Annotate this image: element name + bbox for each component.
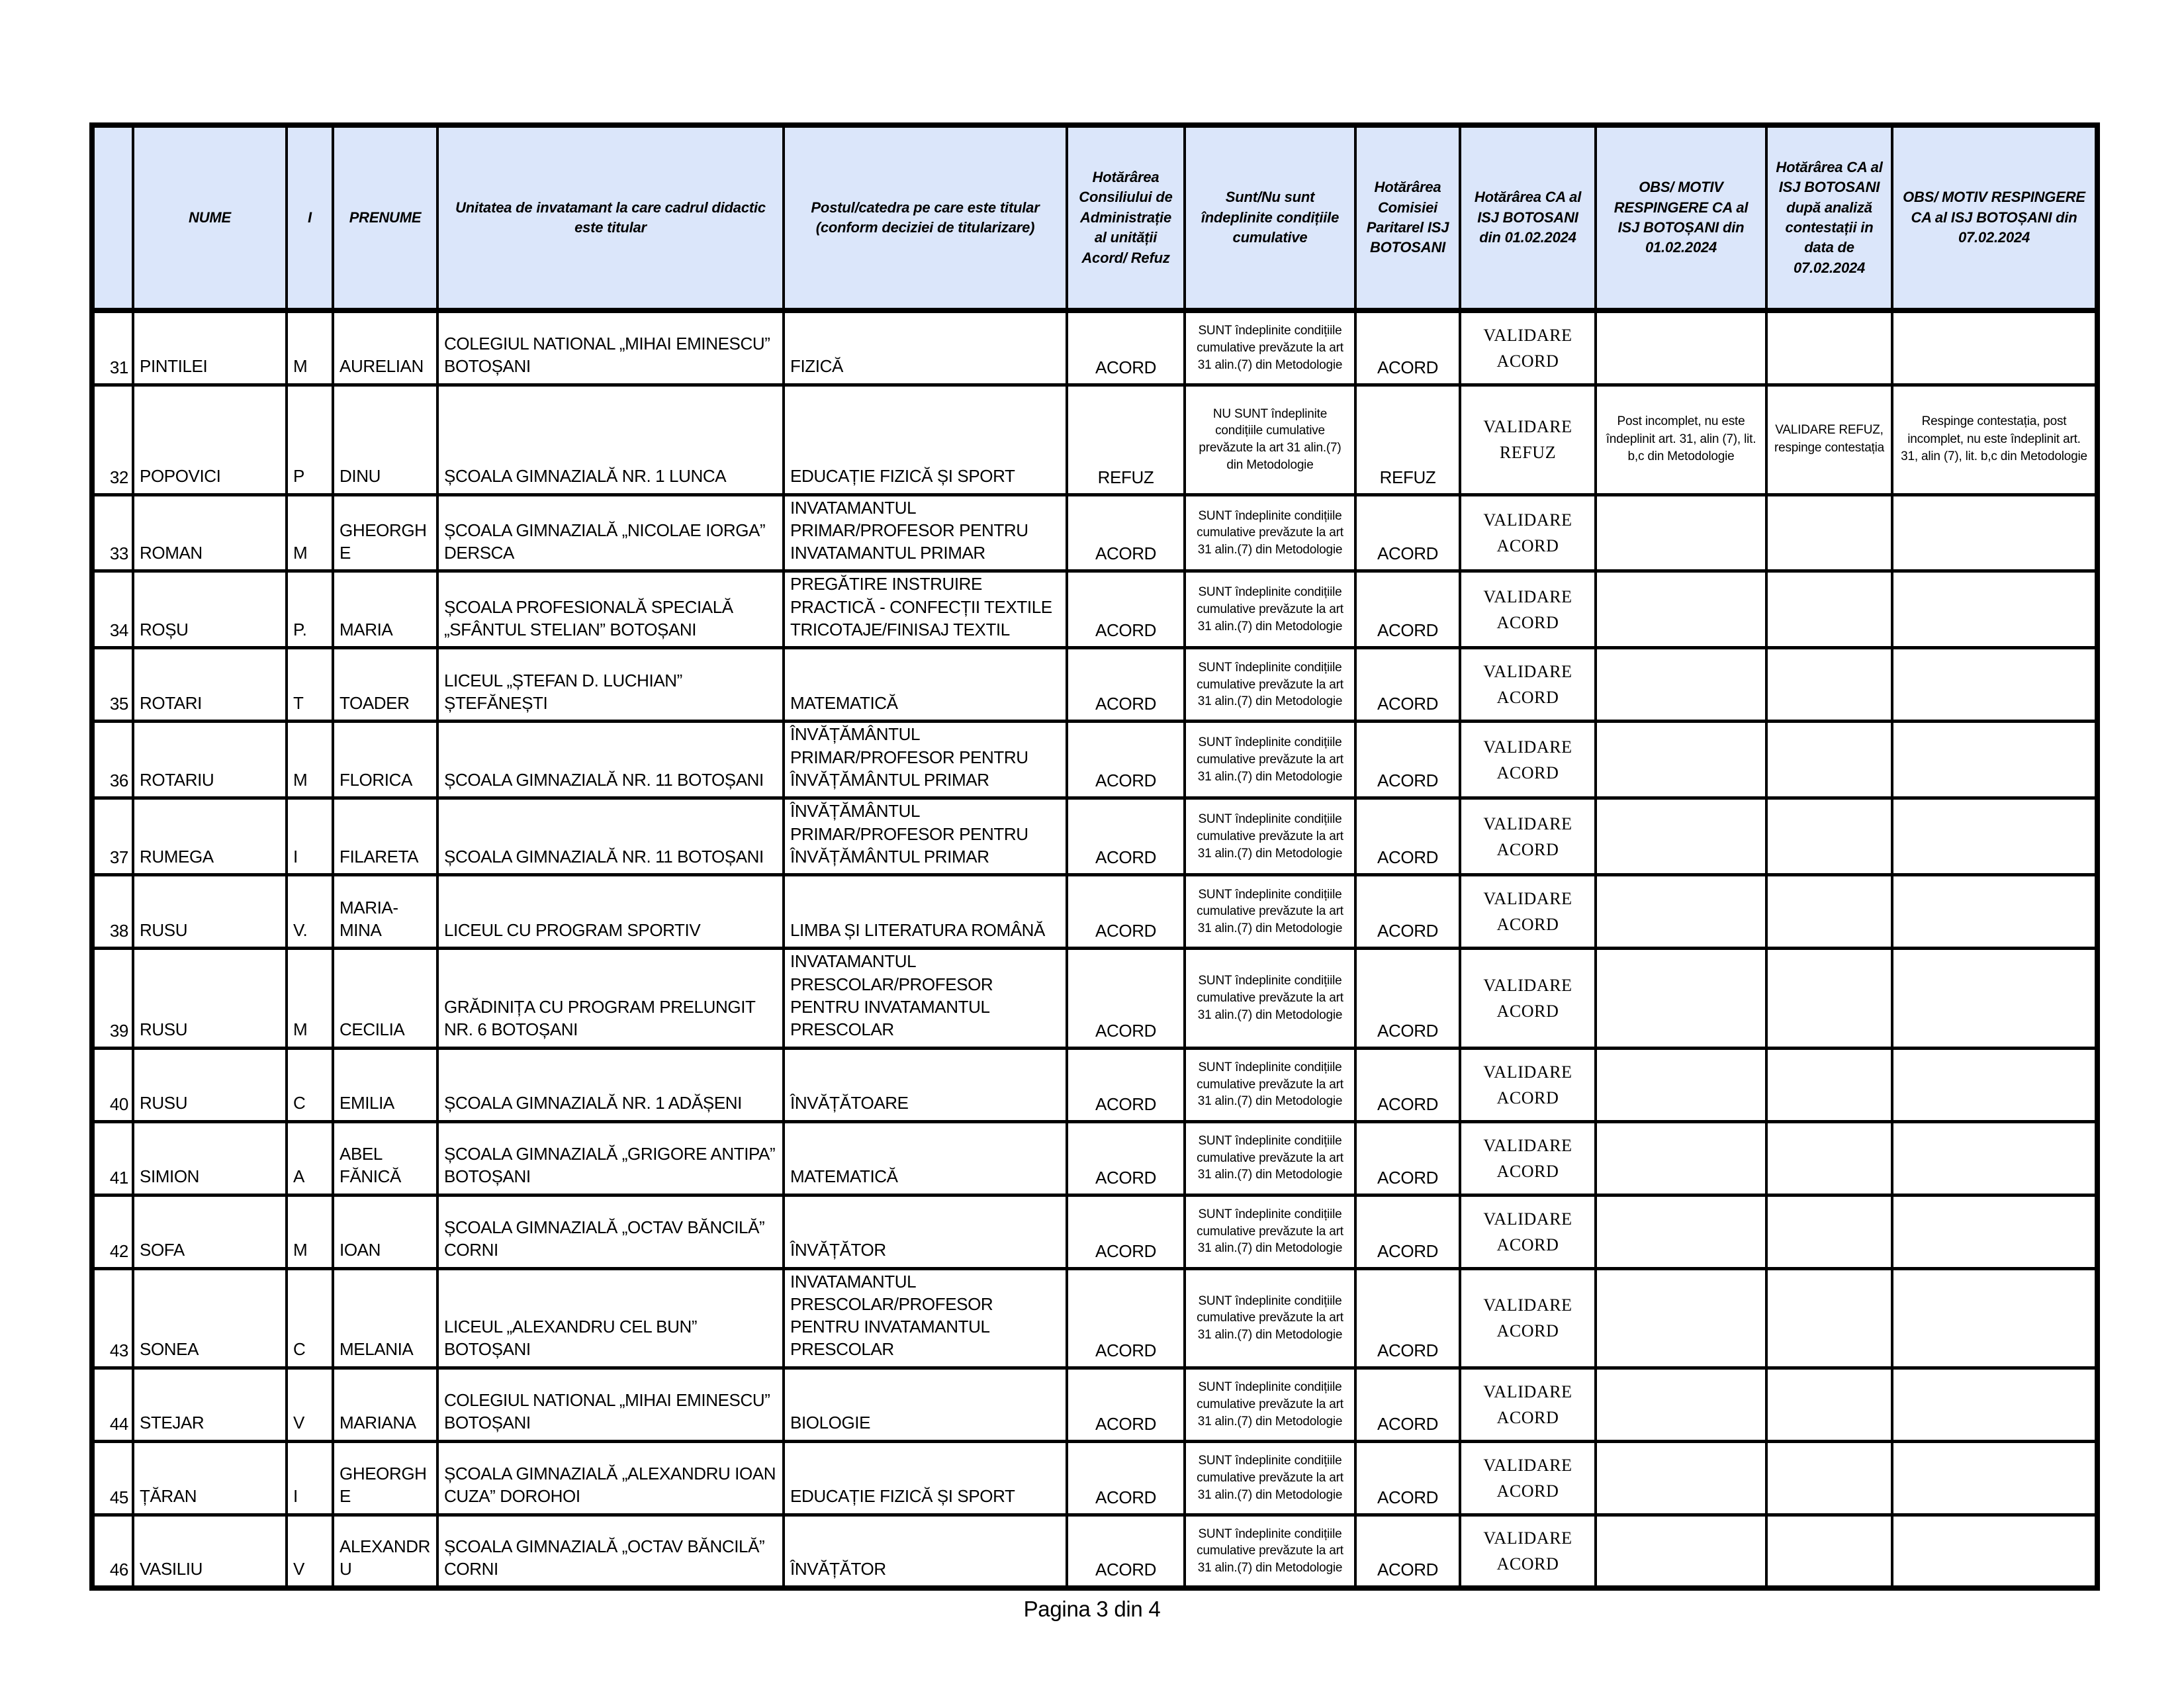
cell-hotarare-ca-isj: VALIDARE ACORD bbox=[1460, 571, 1596, 648]
cell-post: ÎNVĂȚĂTOARE bbox=[784, 1048, 1067, 1121]
cell-obs-01-02 bbox=[1596, 1121, 1766, 1195]
cell-unitate: LICEUL CU PROGRAM SPORTIV bbox=[437, 875, 784, 949]
cell-initiala: M bbox=[287, 494, 333, 571]
cell-hotarare-comisie: ACORD bbox=[1355, 494, 1460, 571]
cell-nume: SOFA bbox=[133, 1195, 287, 1268]
cell-row-number: 37 bbox=[92, 798, 133, 875]
table-row bbox=[92, 1368, 2097, 1441]
cell-post: BIOLOGIE bbox=[784, 1368, 1067, 1441]
cell-initiala: P. bbox=[287, 571, 333, 648]
cell-conditii: SUNT îndeplinite condițiile cumulative prevăzute la art 31 alin.(7) din Metodologie bbox=[1185, 1515, 1355, 1588]
cell-initiala: M bbox=[287, 949, 333, 1048]
cell-ca-07-02 bbox=[1766, 798, 1892, 875]
cell-post: INVATAMANTUL PRIMAR/PROFESOR PENTRU INVATAMANTUL PRIMAR bbox=[784, 494, 1067, 571]
cell-ca-07-02 bbox=[1766, 648, 1892, 722]
cell-nume: SONEA bbox=[133, 1268, 287, 1368]
cell-prenume: TOADER bbox=[333, 648, 437, 722]
cell-hotarare-comisie: ACORD bbox=[1355, 310, 1460, 385]
cell-unitate: COLEGIUL NATIONAL „MIHAI EMINESCU” BOTOȘANI bbox=[437, 310, 784, 385]
cell-initiala: I bbox=[287, 1441, 333, 1515]
cell-post: EDUCAȚIE FIZICĂ ȘI SPORT bbox=[784, 1441, 1067, 1515]
cell-row-number: 43 bbox=[92, 1268, 133, 1368]
cell-initiala: M bbox=[287, 1195, 333, 1268]
cell-post: ÎNVĂȚĂTOR bbox=[784, 1515, 1067, 1588]
cell-obs-01-02 bbox=[1596, 494, 1766, 571]
cell-hotarare-ca-isj: VALIDARE REFUZ bbox=[1460, 385, 1596, 494]
cell-obs-07-02 bbox=[1892, 1268, 2097, 1368]
cell-post: ÎNVĂȚĂMÂNTUL PRIMAR/PROFESOR PENTRU ÎNVĂȚĂMÂNTUL PRIMAR bbox=[784, 798, 1067, 875]
cell-unitate: ȘCOALA GIMNAZIALĂ NR. 1 ADĂȘENI bbox=[437, 1048, 784, 1121]
cell-prenume: FLORICA bbox=[333, 722, 437, 798]
cell-row-number: 31 bbox=[92, 310, 133, 385]
cell-hotarare-ca-unitate: ACORD bbox=[1067, 1441, 1185, 1515]
cell-unitate: LICEUL „ALEXANDRU CEL BUN” BOTOȘANI bbox=[437, 1268, 784, 1368]
cell-post: MATEMATICĂ bbox=[784, 648, 1067, 722]
cell-hotarare-ca-unitate: REFUZ bbox=[1067, 385, 1185, 494]
cell-row-number: 44 bbox=[92, 1368, 133, 1441]
cell-prenume: FILARETA bbox=[333, 798, 437, 875]
cell-unitate: ȘCOALA GIMNAZIALĂ „ALEXANDRU IOAN CUZA” DOROHOI bbox=[437, 1441, 784, 1515]
cell-row-number: 38 bbox=[92, 875, 133, 949]
cell-ca-07-02 bbox=[1766, 1121, 1892, 1195]
cell-conditii: SUNT îndeplinite condițiile cumulative prevăzute la art 31 alin.(7) din Metodologie bbox=[1185, 722, 1355, 798]
cell-prenume: IOAN bbox=[333, 1195, 437, 1268]
cell-prenume: MARIA bbox=[333, 571, 437, 648]
cell-obs-07-02 bbox=[1892, 494, 2097, 571]
cell-hotarare-comisie: ACORD bbox=[1355, 1121, 1460, 1195]
cell-ca-07-02 bbox=[1766, 1515, 1892, 1588]
cell-nume: VASILIU bbox=[133, 1515, 287, 1588]
cell-nume: ROMAN bbox=[133, 494, 287, 571]
cell-initiala: T bbox=[287, 648, 333, 722]
cell-obs-01-02 bbox=[1596, 875, 1766, 949]
cell-hotarare-comisie: ACORD bbox=[1355, 1368, 1460, 1441]
table-row bbox=[92, 1195, 2097, 1268]
col-header-prenume: PRENUME bbox=[333, 125, 437, 310]
cell-initiala: A bbox=[287, 1121, 333, 1195]
cell-row-number: 36 bbox=[92, 722, 133, 798]
cell-hotarare-ca-isj: VALIDARE ACORD bbox=[1460, 1268, 1596, 1368]
cell-conditii: SUNT îndeplinite condițiile cumulative prevăzute la art 31 alin.(7) din Metodologie bbox=[1185, 875, 1355, 949]
cell-conditii: SUNT îndeplinite condițiile cumulative prevăzute la art 31 alin.(7) din Metodologie bbox=[1185, 648, 1355, 722]
cell-prenume: AURELIAN bbox=[333, 310, 437, 385]
cell-hotarare-ca-unitate: ACORD bbox=[1067, 571, 1185, 648]
cell-obs-07-02 bbox=[1892, 1441, 2097, 1515]
cell-unitate: LICEUL „ȘTEFAN D. LUCHIAN” ȘTEFĂNEȘTI bbox=[437, 648, 784, 722]
cell-post: PREGĂTIRE INSTRUIRE PRACTICĂ - CONFECȚII TEXTILE TRICOTAJE/FINISAJ TEXTIL bbox=[784, 571, 1067, 648]
cell-row-number: 35 bbox=[92, 648, 133, 722]
table-row bbox=[92, 648, 2097, 722]
cell-post: INVATAMANTUL PRESCOLAR/PROFESOR PENTRU INVATAMANTUL PRESCOLAR bbox=[784, 949, 1067, 1048]
cell-prenume: EMILIA bbox=[333, 1048, 437, 1121]
table-row bbox=[92, 875, 2097, 949]
table-row bbox=[92, 385, 2097, 494]
cell-nume: POPOVICI bbox=[133, 385, 287, 494]
cell-obs-07-02: Respinge contestația, post incomplet, nu este îndeplinit art. 31, alin (7), lit. b,c din Metodologie bbox=[1892, 385, 2097, 494]
cell-unitate: ȘCOALA GIMNAZIALĂ NR. 11 BOTOȘANI bbox=[437, 722, 784, 798]
cell-conditii: SUNT îndeplinite condițiile cumulative prevăzute la art 31 alin.(7) din Metodologie bbox=[1185, 494, 1355, 571]
cell-ca-07-02 bbox=[1766, 949, 1892, 1048]
cell-ca-07-02 bbox=[1766, 1195, 1892, 1268]
cell-hotarare-ca-unitate: ACORD bbox=[1067, 798, 1185, 875]
cell-obs-01-02 bbox=[1596, 310, 1766, 385]
cell-post: ÎNVĂȚĂMÂNTUL PRIMAR/PROFESOR PENTRU ÎNVĂȚĂMÂNTUL PRIMAR bbox=[784, 722, 1067, 798]
cell-initiala: V bbox=[287, 1368, 333, 1441]
cell-hotarare-ca-isj: VALIDARE ACORD bbox=[1460, 1368, 1596, 1441]
cell-ca-07-02 bbox=[1766, 1268, 1892, 1368]
cell-initiala: C bbox=[287, 1048, 333, 1121]
cell-hotarare-ca-unitate: ACORD bbox=[1067, 1515, 1185, 1588]
cell-hotarare-comisie: REFUZ bbox=[1355, 385, 1460, 494]
cell-obs-07-02 bbox=[1892, 310, 2097, 385]
cell-prenume: MELANIA bbox=[333, 1268, 437, 1368]
cell-hotarare-comisie: ACORD bbox=[1355, 1268, 1460, 1368]
cell-row-number: 46 bbox=[92, 1515, 133, 1588]
col-header-unitate: Unitatea de invatamant la care cadrul didactic este titular bbox=[437, 125, 784, 310]
cell-conditii: SUNT îndeplinite condițiile cumulative prevăzute la art 31 alin.(7) din Metodologie bbox=[1185, 1121, 1355, 1195]
cell-ca-07-02 bbox=[1766, 1368, 1892, 1441]
cell-hotarare-ca-unitate: ACORD bbox=[1067, 949, 1185, 1048]
col-header-ca-07-02: Hotărârea CA al ISJ BOTOSANI după analiză contestații in data de 07.02.2024 bbox=[1766, 125, 1892, 310]
cell-post: INVATAMANTUL PRESCOLAR/PROFESOR PENTRU INVATAMANTUL PRESCOLAR bbox=[784, 1268, 1067, 1368]
cell-nume: RUSU bbox=[133, 949, 287, 1048]
cell-nume: PINTILEI bbox=[133, 310, 287, 385]
cell-hotarare-ca-unitate: ACORD bbox=[1067, 494, 1185, 571]
cell-hotarare-comisie: ACORD bbox=[1355, 1048, 1460, 1121]
cell-obs-07-02 bbox=[1892, 1515, 2097, 1588]
col-header-nume: NUME bbox=[133, 125, 287, 310]
cell-unitate: GRĂDINIȚA CU PROGRAM PRELUNGIT NR. 6 BOTOȘANI bbox=[437, 949, 784, 1048]
cell-nume: ROȘU bbox=[133, 571, 287, 648]
cell-obs-01-02 bbox=[1596, 1195, 1766, 1268]
cell-obs-01-02 bbox=[1596, 1441, 1766, 1515]
cell-unitate: ȘCOALA GIMNAZIALĂ „GRIGORE ANTIPA” BOTOȘANI bbox=[437, 1121, 784, 1195]
cell-unitate: ȘCOALA GIMNAZIALĂ NR. 1 LUNCA bbox=[437, 385, 784, 494]
cell-conditii: SUNT îndeplinite condițiile cumulative prevăzute la art 31 alin.(7) din Metodologie bbox=[1185, 1048, 1355, 1121]
table-row bbox=[92, 571, 2097, 648]
cell-post: FIZICĂ bbox=[784, 310, 1067, 385]
cell-conditii: NU SUNT îndeplinite condițiile cumulative prevăzute la art 31 alin.(7) din Metodologie bbox=[1185, 385, 1355, 494]
col-header-post: Postul/catedra pe care este titular (conform deciziei de titularizare) bbox=[784, 125, 1067, 310]
cell-post: ÎNVĂȚĂTOR bbox=[784, 1195, 1067, 1268]
col-header-numar bbox=[92, 125, 133, 310]
cell-initiala: V bbox=[287, 1515, 333, 1588]
cell-post: EDUCAȚIE FIZICĂ ȘI SPORT bbox=[784, 385, 1067, 494]
cell-hotarare-ca-isj: VALIDARE ACORD bbox=[1460, 1441, 1596, 1515]
cell-post: LIMBA ȘI LITERATURA ROMÂNĂ bbox=[784, 875, 1067, 949]
col-header-initiala: I bbox=[287, 125, 333, 310]
table-row bbox=[92, 1441, 2097, 1515]
cell-nume: ROTARIU bbox=[133, 722, 287, 798]
cell-obs-01-02 bbox=[1596, 949, 1766, 1048]
cell-obs-07-02 bbox=[1892, 1368, 2097, 1441]
cell-hotarare-ca-unitate: ACORD bbox=[1067, 1121, 1185, 1195]
cell-hotarare-comisie: ACORD bbox=[1355, 1195, 1460, 1268]
table-header bbox=[92, 125, 2097, 310]
table-row bbox=[92, 1048, 2097, 1121]
cell-nume: ȚĂRAN bbox=[133, 1441, 287, 1515]
cell-conditii: SUNT îndeplinite condițiile cumulative prevăzute la art 31 alin.(7) din Metodologie bbox=[1185, 1368, 1355, 1441]
cell-initiala: P bbox=[287, 385, 333, 494]
cell-prenume: GHEORGHE bbox=[333, 494, 437, 571]
table-row bbox=[92, 1121, 2097, 1195]
cell-initiala: I bbox=[287, 798, 333, 875]
cell-unitate: ȘCOALA GIMNAZIALĂ „OCTAV BĂNCILĂ” CORNI bbox=[437, 1195, 784, 1268]
cell-conditii: SUNT îndeplinite condițiile cumulative prevăzute la art 31 alin.(7) din Metodologie bbox=[1185, 310, 1355, 385]
cell-hotarare-ca-isj: VALIDARE ACORD bbox=[1460, 1121, 1596, 1195]
cell-obs-01-02 bbox=[1596, 648, 1766, 722]
col-header-obs-01-02: OBS/ MOTIV RESPINGERE CA al ISJ BOTOȘANI din 01.02.2024 bbox=[1596, 125, 1766, 310]
cell-unitate: ȘCOALA GIMNAZIALĂ „OCTAV BĂNCILĂ” CORNI bbox=[437, 1515, 784, 1588]
cell-nume: RUSU bbox=[133, 1048, 287, 1121]
cell-nume: STEJAR bbox=[133, 1368, 287, 1441]
cell-row-number: 42 bbox=[92, 1195, 133, 1268]
cell-obs-07-02 bbox=[1892, 1195, 2097, 1268]
cell-hotarare-comisie: ACORD bbox=[1355, 648, 1460, 722]
table-row bbox=[92, 1515, 2097, 1588]
cell-hotarare-comisie: ACORD bbox=[1355, 722, 1460, 798]
cell-row-number: 40 bbox=[92, 1048, 133, 1121]
cell-conditii: SUNT îndeplinite condițiile cumulative prevăzute la art 31 alin.(7) din Metodologie bbox=[1185, 1441, 1355, 1515]
cell-initiala: M bbox=[287, 722, 333, 798]
cell-hotarare-comisie: ACORD bbox=[1355, 1441, 1460, 1515]
cell-initiala: M bbox=[287, 310, 333, 385]
cell-post: MATEMATICĂ bbox=[784, 1121, 1067, 1195]
table-row bbox=[92, 798, 2097, 875]
cell-hotarare-ca-isj: VALIDARE ACORD bbox=[1460, 1048, 1596, 1121]
cell-ca-07-02 bbox=[1766, 571, 1892, 648]
cell-hotarare-comisie: ACORD bbox=[1355, 875, 1460, 949]
cell-initiala: C bbox=[287, 1268, 333, 1368]
cell-hotarare-ca-unitate: ACORD bbox=[1067, 1195, 1185, 1268]
cell-prenume: ALEXANDRU bbox=[333, 1515, 437, 1588]
cell-hotarare-ca-isj: VALIDARE ACORD bbox=[1460, 648, 1596, 722]
cell-conditii: SUNT îndeplinite condițiile cumulative prevăzute la art 31 alin.(7) din Metodologie bbox=[1185, 1268, 1355, 1368]
cell-prenume: GHEORGHE bbox=[333, 1441, 437, 1515]
cell-conditii: SUNT îndeplinite condițiile cumulative prevăzute la art 31 alin.(7) din Metodologie bbox=[1185, 1195, 1355, 1268]
cell-ca-07-02 bbox=[1766, 722, 1892, 798]
cell-hotarare-ca-unitate: ACORD bbox=[1067, 648, 1185, 722]
cell-prenume: CECILIA bbox=[333, 949, 437, 1048]
cell-obs-01-02 bbox=[1596, 1515, 1766, 1588]
cell-hotarare-ca-isj: VALIDARE ACORD bbox=[1460, 1515, 1596, 1588]
validation-table bbox=[89, 122, 2100, 1591]
cell-unitate: ȘCOALA GIMNAZIALĂ „NICOLAE IORGA” DERSCA bbox=[437, 494, 784, 571]
cell-ca-07-02 bbox=[1766, 494, 1892, 571]
cell-unitate: COLEGIUL NATIONAL „MIHAI EMINESCU” BOTOȘANI bbox=[437, 1368, 784, 1441]
cell-row-number: 34 bbox=[92, 571, 133, 648]
cell-obs-07-02 bbox=[1892, 949, 2097, 1048]
cell-hotarare-ca-unitate: ACORD bbox=[1067, 1048, 1185, 1121]
col-header-hotarare-comisie: Hotărârea Comisiei Paritarel ISJ BOTOSANI bbox=[1355, 125, 1460, 310]
cell-conditii: SUNT îndeplinite condițiile cumulative prevăzute la art 31 alin.(7) din Metodologie bbox=[1185, 949, 1355, 1048]
cell-prenume: ABEL FĂNICĂ bbox=[333, 1121, 437, 1195]
cell-unitate: ȘCOALA PROFESIONALĂ SPECIALĂ „SFÂNTUL STELIAN” BOTOȘANI bbox=[437, 571, 784, 648]
cell-nume: SIMION bbox=[133, 1121, 287, 1195]
cell-obs-01-02 bbox=[1596, 722, 1766, 798]
cell-hotarare-ca-isj: VALIDARE ACORD bbox=[1460, 875, 1596, 949]
cell-obs-01-02 bbox=[1596, 1368, 1766, 1441]
cell-obs-01-02 bbox=[1596, 571, 1766, 648]
cell-row-number: 45 bbox=[92, 1441, 133, 1515]
table-row bbox=[92, 722, 2097, 798]
cell-hotarare-comisie: ACORD bbox=[1355, 798, 1460, 875]
cell-prenume: MARIANA bbox=[333, 1368, 437, 1441]
page-number: Pagina 3 din 4 bbox=[1023, 1597, 1161, 1621]
cell-hotarare-ca-isj: VALIDARE ACORD bbox=[1460, 494, 1596, 571]
cell-ca-07-02 bbox=[1766, 310, 1892, 385]
cell-obs-07-02 bbox=[1892, 1048, 2097, 1121]
cell-obs-07-02 bbox=[1892, 648, 2097, 722]
cell-row-number: 33 bbox=[92, 494, 133, 571]
table-row bbox=[92, 949, 2097, 1048]
table-row bbox=[92, 1268, 2097, 1368]
cell-conditii: SUNT îndeplinite condițiile cumulative prevăzute la art 31 alin.(7) din Metodologie bbox=[1185, 798, 1355, 875]
cell-ca-07-02: VALIDARE REFUZ, respinge contestația bbox=[1766, 385, 1892, 494]
cell-hotarare-ca-unitate: ACORD bbox=[1067, 310, 1185, 385]
cell-hotarare-ca-isj: VALIDARE ACORD bbox=[1460, 722, 1596, 798]
header-row bbox=[92, 125, 2097, 310]
col-header-hotarare-ca-unitate: Hotărârea Consiliului de Administrație al unității Acord/ Refuz bbox=[1067, 125, 1185, 310]
cell-hotarare-comisie: ACORD bbox=[1355, 1515, 1460, 1588]
cell-obs-01-02 bbox=[1596, 1048, 1766, 1121]
cell-obs-01-02: Post incomplet, nu este îndeplinit art. 31, alin (7), lit. b,c din Metodologie bbox=[1596, 385, 1766, 494]
cell-nume: RUSU bbox=[133, 875, 287, 949]
cell-obs-01-02 bbox=[1596, 1268, 1766, 1368]
cell-hotarare-ca-isj: VALIDARE ACORD bbox=[1460, 310, 1596, 385]
cell-obs-07-02 bbox=[1892, 1121, 2097, 1195]
cell-conditii: SUNT îndeplinite condițiile cumulative prevăzute la art 31 alin.(7) din Metodologie bbox=[1185, 571, 1355, 648]
cell-obs-07-02 bbox=[1892, 722, 2097, 798]
cell-row-number: 41 bbox=[92, 1121, 133, 1195]
cell-row-number: 32 bbox=[92, 385, 133, 494]
table-row bbox=[92, 494, 2097, 571]
cell-hotarare-ca-unitate: ACORD bbox=[1067, 1368, 1185, 1441]
cell-prenume: MARIA-MINA bbox=[333, 875, 437, 949]
cell-hotarare-ca-unitate: ACORD bbox=[1067, 722, 1185, 798]
cell-hotarare-comisie: ACORD bbox=[1355, 571, 1460, 648]
cell-ca-07-02 bbox=[1766, 875, 1892, 949]
cell-hotarare-ca-unitate: ACORD bbox=[1067, 1268, 1185, 1368]
cell-ca-07-02 bbox=[1766, 1048, 1892, 1121]
cell-obs-07-02 bbox=[1892, 875, 2097, 949]
cell-hotarare-ca-isj: VALIDARE ACORD bbox=[1460, 949, 1596, 1048]
cell-initiala: V. bbox=[287, 875, 333, 949]
cell-hotarare-ca-isj: VALIDARE ACORD bbox=[1460, 798, 1596, 875]
cell-hotarare-comisie: ACORD bbox=[1355, 949, 1460, 1048]
cell-hotarare-ca-unitate: ACORD bbox=[1067, 875, 1185, 949]
cell-hotarare-ca-isj: VALIDARE ACORD bbox=[1460, 1195, 1596, 1268]
cell-unitate: ȘCOALA GIMNAZIALĂ NR. 11 BOTOȘANI bbox=[437, 798, 784, 875]
cell-prenume: DINU bbox=[333, 385, 437, 494]
cell-nume: RUMEGA bbox=[133, 798, 287, 875]
col-header-conditii: Sunt/Nu sunt îndeplinite condițiile cumulative bbox=[1185, 125, 1355, 310]
cell-row-number: 39 bbox=[92, 949, 133, 1048]
cell-obs-07-02 bbox=[1892, 798, 2097, 875]
cell-nume: ROTARI bbox=[133, 648, 287, 722]
cell-ca-07-02 bbox=[1766, 1441, 1892, 1515]
table-row bbox=[92, 310, 2097, 385]
table-body bbox=[92, 310, 2097, 1588]
col-header-hotarare-ca-isj: Hotărârea CA al ISJ BOTOSANI din 01.02.2024 bbox=[1460, 125, 1596, 310]
cell-obs-07-02 bbox=[1892, 571, 2097, 648]
col-header-obs-07-02: OBS/ MOTIV RESPINGERE CA al ISJ BOTOȘANI din 07.02.2024 bbox=[1892, 125, 2097, 310]
cell-obs-01-02 bbox=[1596, 798, 1766, 875]
